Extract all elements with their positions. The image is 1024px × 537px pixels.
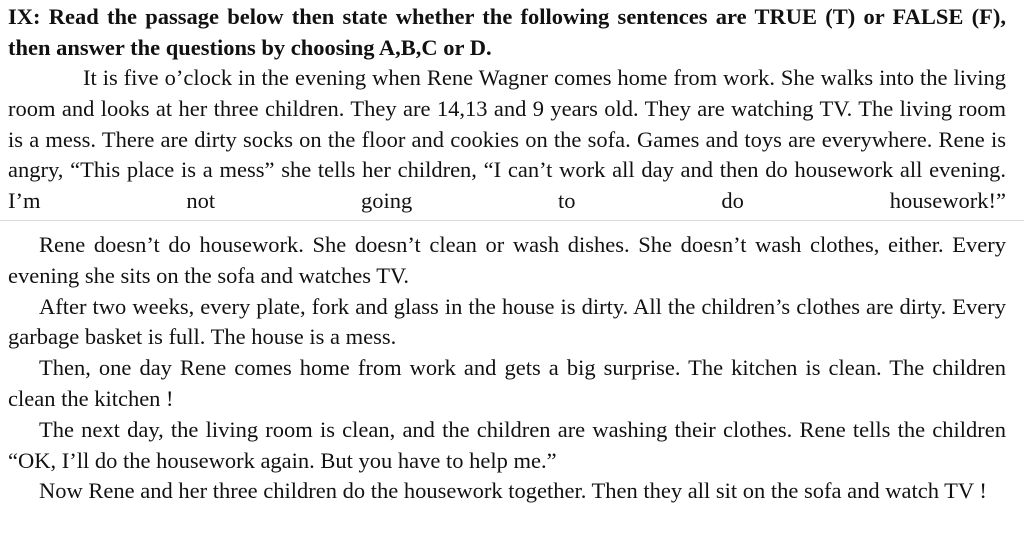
top-section bbox=[8, 2, 1006, 217]
passage-paragraph-1: It is five o’clock in the evening when Rene Wagner comes home from work. She walks into the living room and looks at her three children. They are 14,13 and 9 years old. They are watching TV. The living room is a mess. There are dirty socks on the floor and cookies on the sofa. Games and toys are everywhere. Rene is angry, “This place is a mess” she tells her children, “I can’t work all day and then do housework all evening. I’m not going to do housework!” bbox=[8, 65, 1006, 214]
passage-paragraph-6: Now Rene and her three children do the housework together. Then they all sit on the sofa and watch TV ! bbox=[39, 478, 987, 504]
passage-paragraph-3: After two weeks, every plate, fork and glass in the house is dirty. All the children’s clothes are dirty. Every garbage basket is full. The house is a mess. bbox=[8, 293, 1006, 350]
passage-paragraph-2: Rene doesn’t do housework. She doesn’t clean or wash dishes. She doesn’t wash clothes, either. Every evening she sits on the sofa and watches TV. bbox=[8, 232, 1006, 288]
passage-paragraph-5: The next day, the living room is clean, and the children are washing their clothes. Rene tells the children “OK, I’ll do the housework again. But you have to help me.” bbox=[8, 416, 1006, 473]
passage-paragraph-4: Then, one day Rene comes home from work and gets a big surprise. The kitchen is clean. The children clean the kitchen ! bbox=[8, 355, 1006, 411]
page-divider bbox=[0, 220, 1024, 221]
exercise-heading: IX: Read the passage below then state whether the following sentences are TRUE (T) or FALSE (F), then answer the questions by choosing A,B,C or D. bbox=[8, 4, 1006, 60]
bottom-section bbox=[8, 230, 1006, 507]
